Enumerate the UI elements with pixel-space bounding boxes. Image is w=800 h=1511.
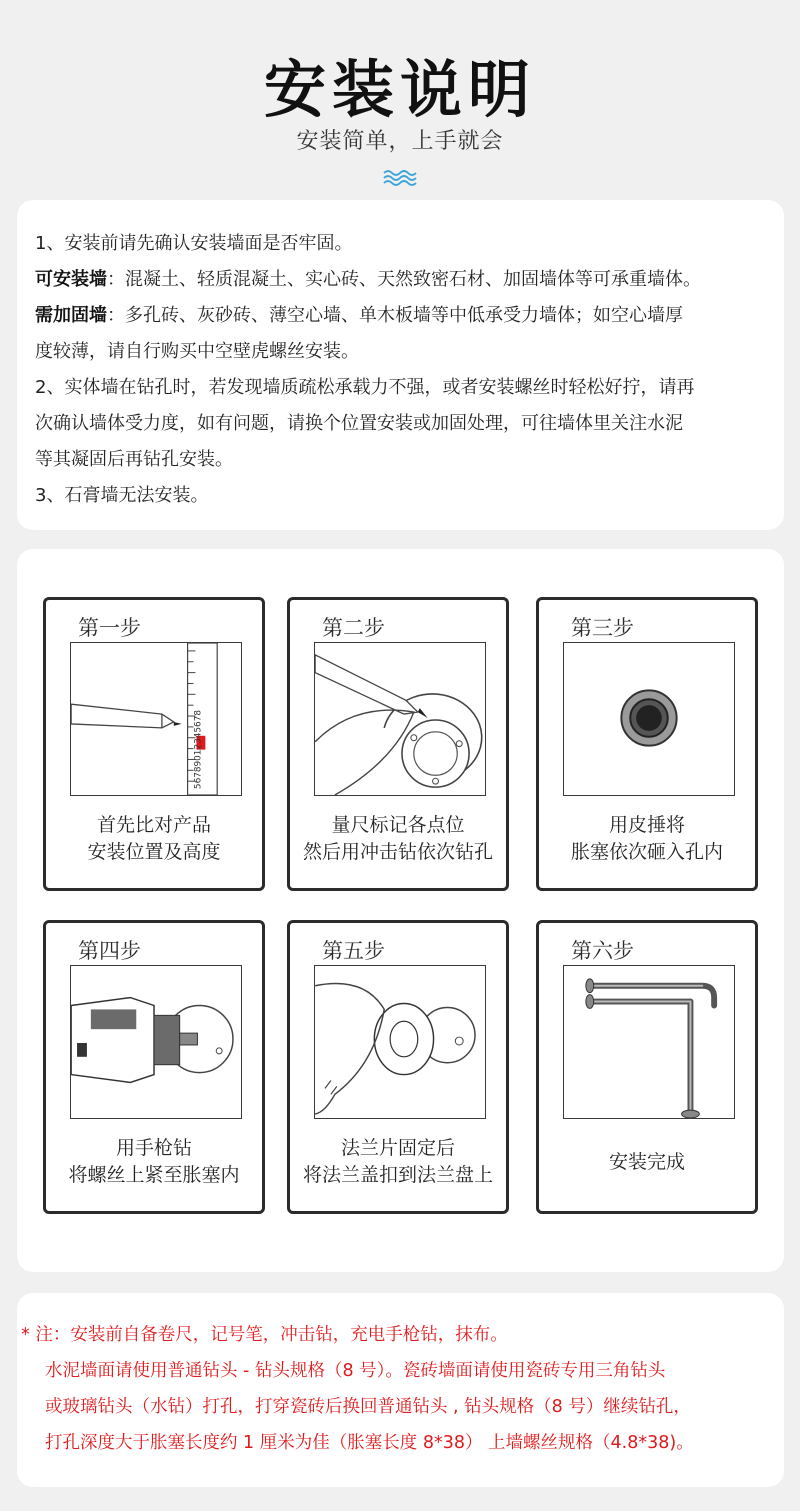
step-1-illustration: [70, 642, 242, 796]
instruction-line-2a: 2、实体墙在钻孔时，若发现墙质疏松承载力不强，或者安装螺丝时轻松好拧，请再: [35, 377, 695, 398]
step-2: [287, 597, 509, 891]
step-2-caption-line-2: 然后用冲击钻依次钻孔: [302, 841, 493, 863]
page-subtitle: 安装简单，上手就会: [296, 129, 504, 154]
drill-marking-illustration: [315, 643, 485, 795]
step-2-illustration: [314, 642, 486, 796]
instructions-card: [17, 200, 784, 530]
note-line-2: 水泥墙面请使用普通钻头 - 钻头规格（8 号）。瓷砖墙面请使用瓷砖专用三角钻头: [45, 1361, 666, 1381]
step-4-illustration: [70, 965, 242, 1119]
step-6: [536, 920, 758, 1214]
step-1-caption: [46, 812, 262, 866]
step-4-caption: [46, 1135, 262, 1189]
step-5-caption-line-2: 将法兰盖扣到法兰盘上: [302, 1164, 493, 1186]
reinforce-text-b: 度较薄，请自行购买中空壁虎螺丝安装。: [35, 341, 359, 362]
note-line-4: 打孔深度大于胀塞长度约 1 厘米为佳（胀塞长度 8*38） 上墙螺丝规格（4.8*38)。: [45, 1433, 694, 1453]
step-2-label: 第二步: [322, 616, 385, 640]
step-3-caption: [539, 812, 755, 866]
step-1-caption-line-1: 首先比对产品: [96, 814, 211, 836]
step-6-label: 第六步: [571, 939, 634, 963]
step-3-illustration: [563, 642, 735, 796]
anchor-hole-illustration: [564, 643, 734, 795]
note-line-1: * 注：安装前自备卷尺，记号笔，冲击钻，充电手枪钻，抹布。: [21, 1325, 508, 1345]
flange-cover-illustration: [315, 966, 485, 1118]
step-1-label: 第一步: [78, 616, 141, 640]
note-card: [17, 1293, 784, 1487]
instruction-line-3: 3、石膏墙无法安装。: [35, 485, 209, 506]
installable-text: ：混凝土、轻质混凝土、实心砖、天然致密石材、加固墙体等可承重墙体。: [107, 269, 701, 290]
instruction-line-2b: 次确认墙体受力度，如有问题，请换个位置安装或加固处理，可往墙体里关注水泥: [35, 413, 683, 434]
screwdriver-illustration: [71, 966, 241, 1118]
step-1: [43, 597, 265, 891]
reinforce-label: 需加固墙: [35, 305, 107, 326]
step-2-caption-line-1: 量尺标记各点位: [331, 814, 465, 836]
note-text: [21, 1317, 781, 1461]
step-5-label: 第五步: [322, 939, 385, 963]
wave-divider-icon: [383, 168, 417, 186]
step-5: [287, 920, 509, 1214]
instruction-line-2c: 等其凝固后再钻孔安装。: [35, 449, 233, 470]
marker-ruler-illustration: [71, 643, 241, 795]
step-4-caption-line-2: 将螺丝上紧至胀塞内: [68, 1164, 240, 1186]
step-4-label: 第四步: [78, 939, 141, 963]
reinforce-text-a: ：多孔砖、灰砂砖、薄空心墙、单木板墙等中低承受力墙体；如空心墙厚: [107, 305, 683, 326]
installable-wall-line: [35, 262, 775, 298]
step-3: [536, 597, 758, 891]
note-line-3: 或玻璃钻头（水钻）打孔，打穿瓷砖后换回普通钻头 , 钻头规格（8 号）继续钻孔，: [45, 1397, 691, 1417]
step-6-illustration: [563, 965, 735, 1119]
instructions-text: [35, 226, 775, 514]
reinforce-wall-line: [35, 298, 775, 334]
step-5-caption: [290, 1135, 506, 1189]
step-5-illustration: [314, 965, 486, 1119]
step-3-caption-line-1: 用皮捶将: [608, 814, 685, 836]
step-3-caption-line-2: 胀塞依次砸入孔内: [570, 841, 723, 863]
step-4-caption-line-1: 用手枪钻: [115, 1137, 192, 1159]
step-2-caption: [290, 812, 506, 866]
ruler-digits: 56789012345678: [193, 710, 204, 790]
installed-grab-bar-illustration: [564, 966, 734, 1118]
step-5-caption-line-1: 法兰片固定后: [340, 1137, 455, 1159]
step-4: [43, 920, 265, 1214]
page-title: 安装说明: [263, 53, 536, 126]
step-3-label: 第三步: [571, 616, 634, 640]
installable-label: 可安装墙: [35, 269, 107, 290]
step-6-caption-line-1: 安装完成: [608, 1151, 685, 1173]
step-1-caption-line-2: 安装位置及高度: [87, 841, 221, 863]
instruction-line-1: 1、安装前请先确认安装墙面是否牢固。: [35, 233, 353, 254]
steps-card: [17, 549, 784, 1272]
step-6-caption: [539, 1149, 755, 1176]
